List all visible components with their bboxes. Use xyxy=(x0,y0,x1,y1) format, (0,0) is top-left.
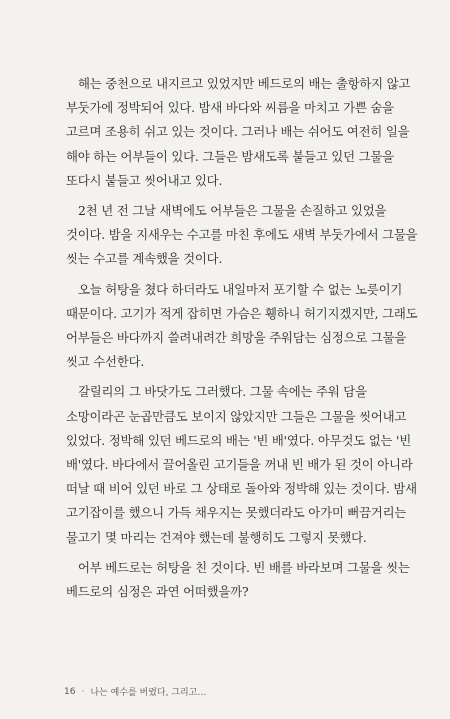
footer-separator: · xyxy=(81,686,85,697)
running-title: 나는 예수를 버렸다, 그리고… xyxy=(90,688,207,698)
paragraph-2: 2천 년 전 그날 새벽에도 어부들은 그물을 손질하고 있었을 것이다. 밤을 지새우는 수고를 마친 후에도 새벽 부둣가에서 그물을 씻는 수고를 계속했을 것이다. xyxy=(66,203,418,267)
paragraph-4: 갈릴리의 그 바닷가도 그러했다. 그물 속에는 주워 담을 소망이라곤 눈곱만큼도 보이지 않았지만 그들은 그물을 씻어내고 있었다. 정박해 있던 베드로의 배는 '빈 배'였다. 아무것도 없는 '빈 배'였다. 바다에서 끌어올린 고기들을 꺼내 빈 배가 된 것이 아니라 떠날 때 비어 있던 바로 그 상태로 돌아와 정박해 있는 것이다. 밤새 고기잡이를 했으니 가득 채우지는 못했더라도 아가미 뻐끔거리는 물고기 몇 마리는 건져야 했는데 불행히도 그렇지 못했다. xyxy=(66,384,417,545)
page-number: 16 xyxy=(64,686,76,697)
paragraph-5: 어부 베드로는 허탕을 친 것이다. 빈 배를 바라보며 그물을 씻는 베드로의 심정은 과연 어떠했을까? xyxy=(66,559,410,600)
paragraph-1: 해는 중천으로 내지르고 있었지만 베드로의 배는 출항하지 않고 부둣가에 정박되어 있다. 밤새 바다와 씨름을 마치고 가쁜 숨을 고르며 조용히 쉬고 있는 것이다. 그러나 배는 쉬어도 여전히 일을 해야 하는 어부들이 있다. 그들은 밤새도록 붙들고 있던 그물을 또다시 붙들고 씻어내고 있다. xyxy=(66,76,411,188)
body-text xyxy=(66,72,418,604)
paragraph-3: 오늘 허탕을 쳤다 하더라도 내일마저 포기할 수 없는 노릇이기 때문이다. 고기가 적게 잡히면 가슴은 휑하니 허기지겠지만, 그래도 어부들은 바다까지 쓸려내려간 희망을 주워담는 심정으로 그물을 씻고 수선한다. xyxy=(66,281,418,370)
page-footer xyxy=(64,685,206,698)
